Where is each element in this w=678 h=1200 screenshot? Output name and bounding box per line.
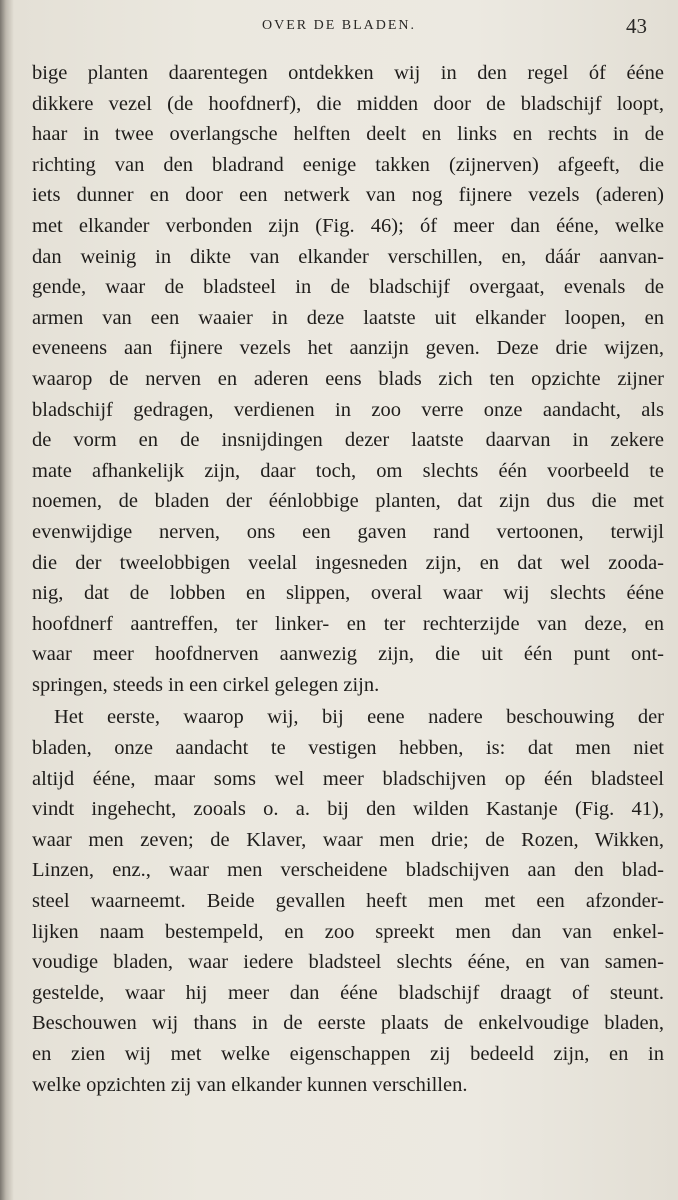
text-line: noemen, de bladen der éénlobbige planten, dat zijn dus die met bbox=[32, 490, 664, 513]
text-line: Beschouwen wij thans in de eerste plaats de enkelvoudige bladen, bbox=[32, 1012, 664, 1035]
text-line: bladschijf gedragen, verdienen in zoo verre onze aandacht, als bbox=[32, 398, 664, 421]
page-header bbox=[0, 14, 678, 44]
text-line: de vorm en de insnijdingen dezer laatste daarvan in zekere bbox=[32, 429, 664, 452]
running-head: OVER DE BLADEN. bbox=[262, 18, 417, 33]
text-line: met elkander verbonden zijn (Fig. 46); óf meer dan ééne, welke bbox=[32, 214, 664, 237]
text-line: welke opzichten zij van elkander kunnen verschillen. bbox=[32, 1073, 468, 1096]
text-line: richting van den bladrand eenige takken (zijnerven) afgeeft, die bbox=[32, 153, 664, 176]
text-line: springen, steeds in een cirkel gelegen zijn. bbox=[32, 673, 380, 696]
text-line: Het eerste, waarop wij, bij eene nadere beschouwing der bbox=[54, 706, 664, 729]
text-line: waar meer hoofdnerven aanwezig zijn, die uit één punt ont- bbox=[32, 643, 664, 666]
text-line: nig, dat de lobben en slippen, overal waar wij slechts ééne bbox=[32, 582, 664, 605]
text-line: eveneens aan fijnere vezels het aanzijn geven. Deze drie wijzen, bbox=[32, 337, 664, 360]
text-line: mate afhankelijk zijn, daar toch, om slechts één voorbeeld te bbox=[32, 459, 664, 482]
text-line: bige planten daarentegen ontdekken wij in den regel óf ééne bbox=[32, 62, 664, 84]
text-line: armen van een waaier in deze laatste uit elkander loopen, en bbox=[32, 306, 664, 329]
text-line: dan weinig in dikte van elkander verschillen, en, dáár aanvan- bbox=[32, 245, 664, 268]
paragraph-2 bbox=[32, 702, 664, 1100]
text-line: dikkere vezel (de hoofdnerf), die midden door de bladschijf loopt, bbox=[32, 92, 664, 115]
text-line: waarop de nerven en aderen eens blads zich ten opzichte zijner bbox=[32, 367, 664, 390]
text-line: lijken naam bestempeld, en zoo spreekt men dan van enkel- bbox=[32, 920, 664, 943]
text-line: haar in twee overlangsche helften deelt en links en rechts in de bbox=[32, 123, 664, 146]
text-line: vindt ingehecht, zooals o. a. bij den wilden Kastanje (Fig. 41), bbox=[32, 798, 664, 821]
text-line: voudige bladen, waar iedere bladsteel slechts ééne, en van samen- bbox=[32, 951, 664, 974]
text-line: gende, waar de bladsteel in de bladschijf overgaat, evenals de bbox=[32, 276, 664, 299]
text-line: altijd ééne, maar soms wel meer bladschijven op één bladsteel bbox=[32, 767, 664, 790]
text-line: iets dunner en door een netwerk van nog fijnere vezels (aderen) bbox=[32, 184, 664, 207]
text-line: Linzen, enz., waar men verscheidene bladschijven aan den blad- bbox=[32, 859, 664, 882]
page-number: 43 bbox=[626, 14, 647, 38]
text-line: bladen, onze aandacht te vestigen hebben, is: dat men niet bbox=[32, 737, 664, 760]
text-line: gestelde, waar hij meer dan ééne bladschijf draagt of steunt. bbox=[32, 981, 664, 1004]
text-line: hoofdnerf aantreffen, ter linker- en ter rechterzijde van deze, en bbox=[32, 612, 664, 635]
text-line: waar men zeven; de Klaver, waar men drie; de Rozen, Wikken, bbox=[32, 828, 664, 851]
text-line: steel waarneemt. Beide gevallen heeft men met een afzonder- bbox=[32, 890, 664, 913]
text-line: en zien wij met welke eigenschappen zij bedeeld zijn, en in bbox=[32, 1043, 664, 1065]
text-line: die der tweelobbigen veelal ingesneden zijn, en dat wel zooda- bbox=[32, 551, 664, 574]
text-line: evenwijdige nerven, ons een gaven rand vertoonen, terwijl bbox=[32, 520, 664, 543]
paragraph-1 bbox=[32, 58, 664, 700]
body-text bbox=[32, 58, 664, 1100]
